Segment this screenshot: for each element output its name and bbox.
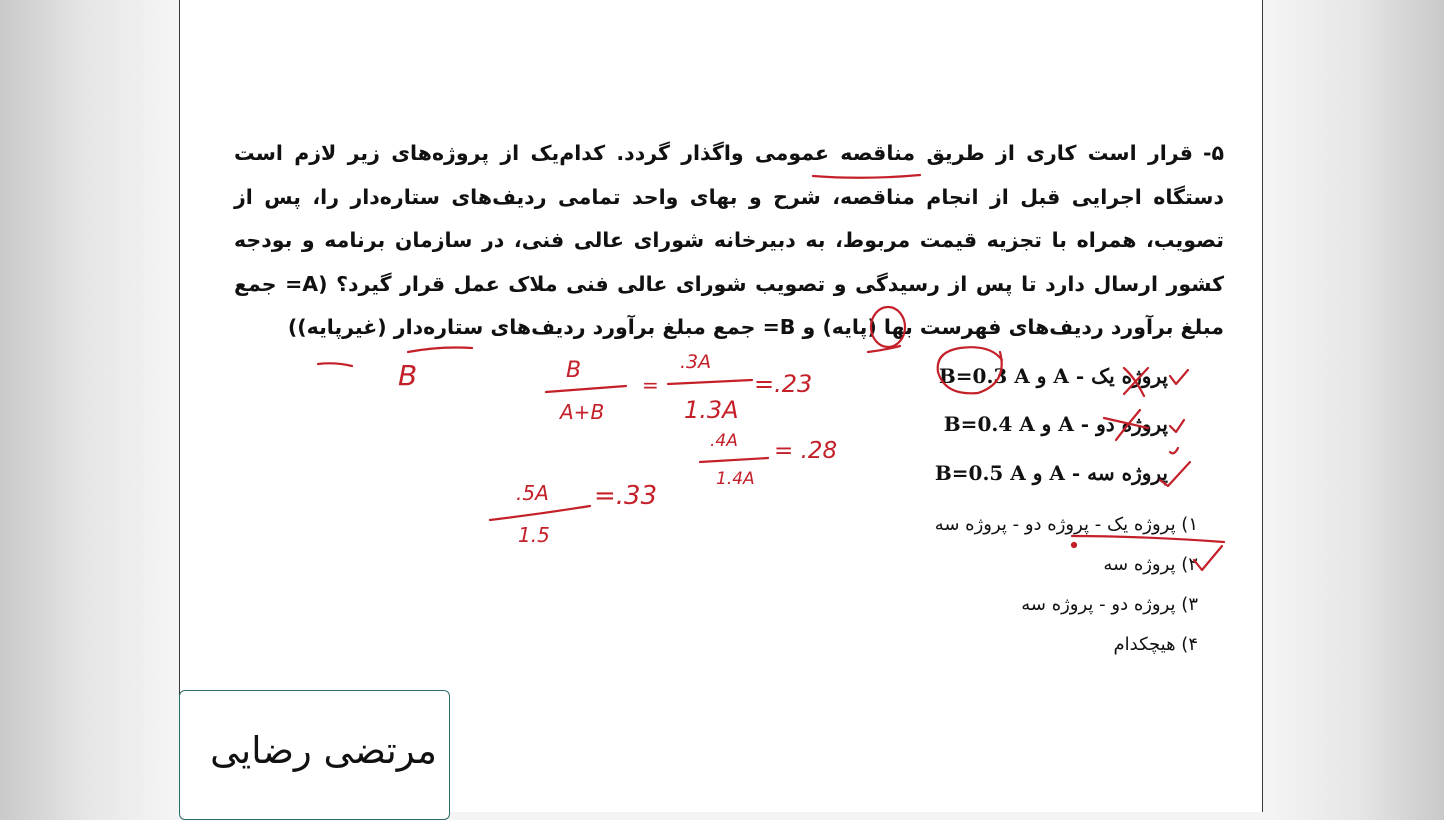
author-box <box>179 690 450 820</box>
project-3: پروژه سه - A و B=0.5 A <box>934 461 1168 485</box>
note-b: B <box>398 359 418 392</box>
frac2-result: =.23 <box>754 370 813 398</box>
author-name: مرتضی رضایی <box>210 729 437 772</box>
frac2-den: 1.3A <box>684 396 739 424</box>
project-1: پروژه یک - A و B=0.3 A <box>938 364 1168 388</box>
choice-2[interactable]: ۲) پروژه سه <box>1103 554 1198 575</box>
choice-3[interactable]: ۳) پروژه دو - پروژه سه <box>1021 594 1198 615</box>
question-5 <box>234 132 1224 350</box>
frac4-result: =.33 <box>594 481 658 511</box>
frac4-num: .5A <box>516 481 549 505</box>
project-2: پروژه دو - A و B=0.4 A <box>943 412 1168 436</box>
frac3-num: .4A <box>710 431 738 451</box>
frac2-num: .3A <box>680 351 712 373</box>
frac1-eq: = <box>642 373 659 397</box>
question-number: ۵- <box>1202 141 1224 165</box>
frac1-num: B <box>566 358 582 383</box>
choice-4[interactable]: ۴) هیچکدام <box>1113 634 1198 655</box>
choice-1[interactable]: ۱) پروژه یک - پروژه دو - پروژه سه <box>934 514 1198 535</box>
question-text: قرار است کاری از طریق مناقصه عمومی واگذار گردد. کدام‌یک از پروژه‌های زیر لازم است دستگاه اجرایی قبل از انجام مناقصه، شرح و بهای واحد تمامی ردیف‌های ستاره‌دار را، پس از تصویب، همراه با تجزیه قیمت مربوط، به دبیرخانه شورای عالی فنی، در سازمان برنامه و بودجه کشور ارسال دارد تا پس از رسیدگی و تصویب شورای عالی فنی ملاک عمل قرار گیرد؟ (A= جمع مبلغ برآورد ردیف‌های فهرست بها (پایه) و B= جمع مبلغ برآورد ردیف‌های ستاره‌دار (غیرپایه)) <box>234 141 1224 339</box>
frac4-den: 1.5 <box>518 523 550 547</box>
frac3-result: = .28 <box>774 438 838 464</box>
frac1-den: A+B <box>560 400 605 424</box>
frac3-den: 1.4A <box>716 469 755 489</box>
